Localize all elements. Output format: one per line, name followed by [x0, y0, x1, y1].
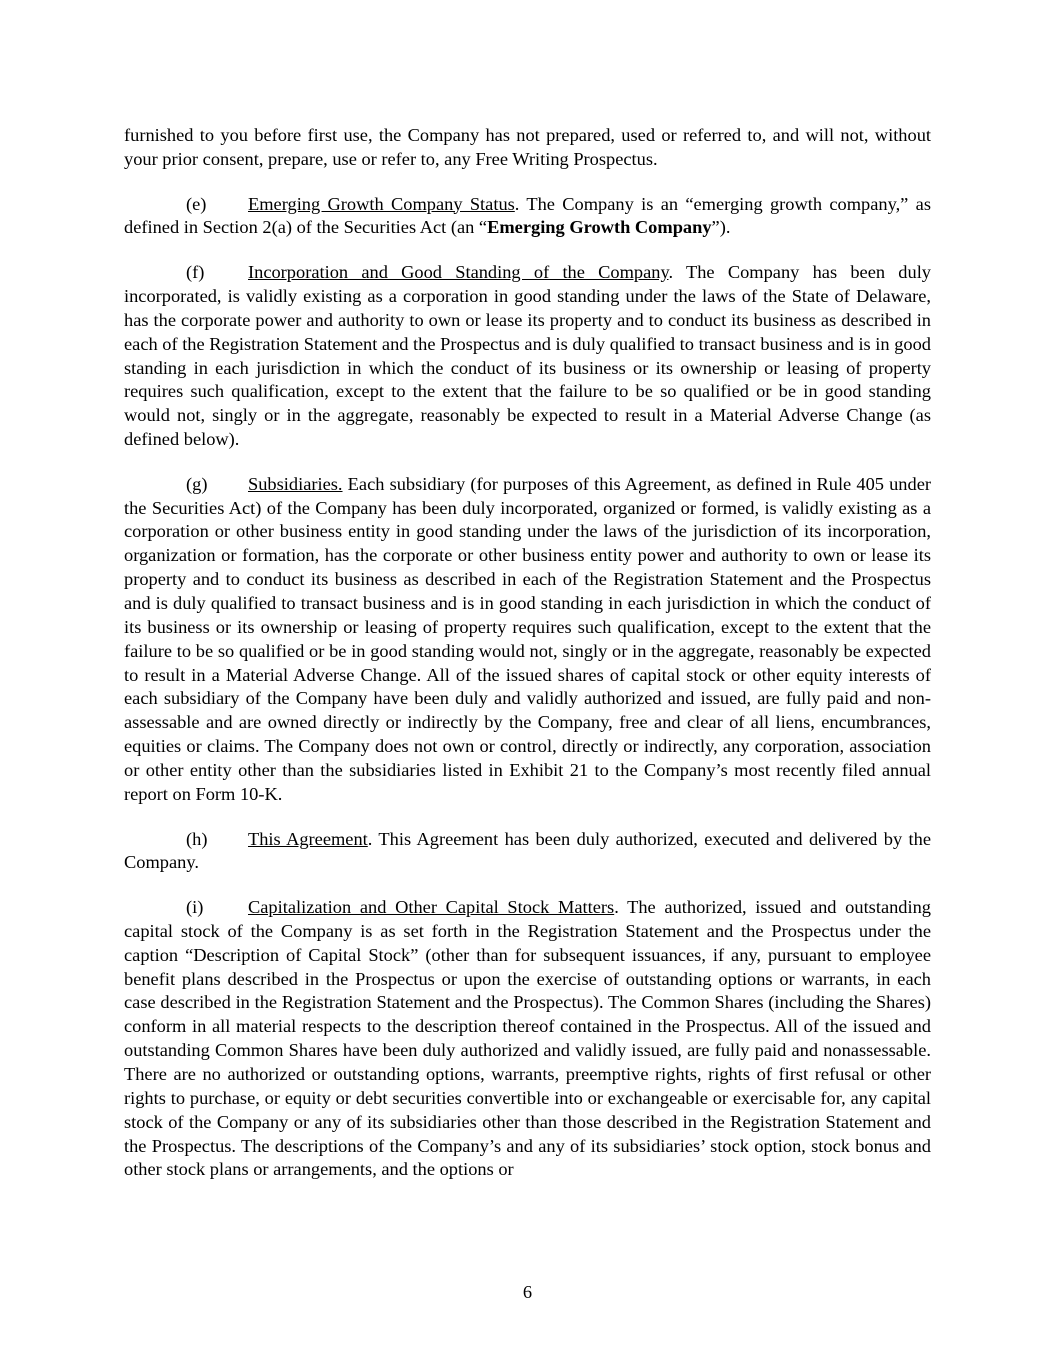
section-i-heading: Capitalization and Other Capital Stock Matters [248, 897, 615, 918]
section-g-paragraph [124, 473, 931, 807]
section-f-paragraph [124, 261, 931, 452]
section-f-heading: Incorporation and Good Standing of the Company [248, 262, 669, 283]
section-f-label: (f) [186, 262, 205, 283]
section-i-paragraph [124, 896, 931, 1182]
section-f-text: . The Company has been duly incorporated, is validly existing as a corporation in good standing under the laws of the State of Delaware, has the corporate power and authority to own or lease its property and to conduct its business as described in each of the Registration Statement and the Prospectus and is duly qualified to transact business and is in good standing in each jurisdiction in which the conduct of its business or its ownership or leasing of property requires such qualification, except to the extent that the failure to be so qualified or be in good standing would not, singly or in the aggregate, reasonably be expected to result in a Material Adverse Change (as defined below). [124, 262, 932, 450]
section-h-paragraph [124, 828, 931, 876]
section-e-defined-term: Emerging Growth Company [487, 217, 712, 238]
section-i-label: (i) [186, 897, 204, 918]
section-i-text: . The authorized, issued and outstanding capital stock of the Company is as set forth in the Registration Statement and the Prospectus under the caption “Description of Capital Stock” (other than for subsequent issuances, if any, pursuant to employee benefit plans described in the Prospectus or upon the exercise of outstanding options or warrants, in each case described in the Registration Statement and the Prospectus). The Common Shares (including the Shares) conform in all material respects to the description thereof contained in the Prospectus. All of the issued and outstanding Common Shares have been duly authorized and validly issued, are fully paid and nonassessable. There are no authorized or outstanding options, warrants, preemptive rights, rights of first refusal or other rights to purchase, or equity or debt securities convertible into or exchangeable or exercisable for, any capital stock of the Company or any of its subsidiaries other than those described in the Registration Statement and the Prospectus. The descriptions of the Company’s and any of its subsidiaries’ stock option, stock bonus and other stock plans or arrangements, and the options or [124, 897, 932, 1180]
section-e-paragraph [124, 193, 931, 241]
section-h-label: (h) [186, 828, 208, 849]
continuation-text: furnished to you before first use, the Company has not prepared, used or referred to, and will not, without your prior consent, prepare, use or refer to, any Free Writing Prospectus. [124, 125, 931, 169]
page-number: 6 [522, 1282, 533, 1302]
section-h-heading: This Agreement [248, 828, 368, 849]
section-e-label: (e) [186, 193, 207, 214]
section-g-heading: Subsidiaries. [248, 473, 343, 494]
section-e-heading: Emerging Growth Company Status [248, 193, 515, 214]
section-h-text: . This Agreement has been duly authorized, executed and delivered by the Company. [124, 828, 932, 873]
continuation-paragraph [124, 124, 931, 172]
section-g-text: Each subsidiary (for purposes of this Agreement, as defined in Rule 405 under the Securities Act) of the Company has been duly incorporated, organized or formed, is validly existing as a corporation or other business entity in good standing under the laws of the jurisdiction of its incorporation, organization or formation, has the corporate or other business entity power and authority to own or lease its property and to conduct its business as described in each of the Registration Statement and the Prospectus and is duly qualified to transact business and is in good standing in each jurisdiction in which the conduct of its business or its ownership or leasing of property requires such qualification, except to the extent that the failure to be so qualified or be in good standing would not, singly or in the aggregate, reasonably be expected to result in a Material Adverse Change. All of the issued shares of capital stock or other equity interests of each subsidiary of the Company have been duly and validly authorized and issued, are fully paid and non-assessable and are owned directly or indirectly by the Company, free and clear of all liens, encumbrances, equities or claims. The Company does not own or control, directly or indirectly, any corporation, association or other entity other than the subsidiaries listed in Exhibit 21 to the Company’s most recently filed annual report on Form 10-K. [124, 473, 931, 804]
section-g-label: (g) [186, 473, 208, 494]
document-page [124, 124, 931, 1203]
section-e-text: . The Company is an “emerging growth company,” as defined in Section 2(a) of the Securities Act (an “ [124, 193, 931, 238]
section-e-text-end: ”). [711, 217, 731, 238]
